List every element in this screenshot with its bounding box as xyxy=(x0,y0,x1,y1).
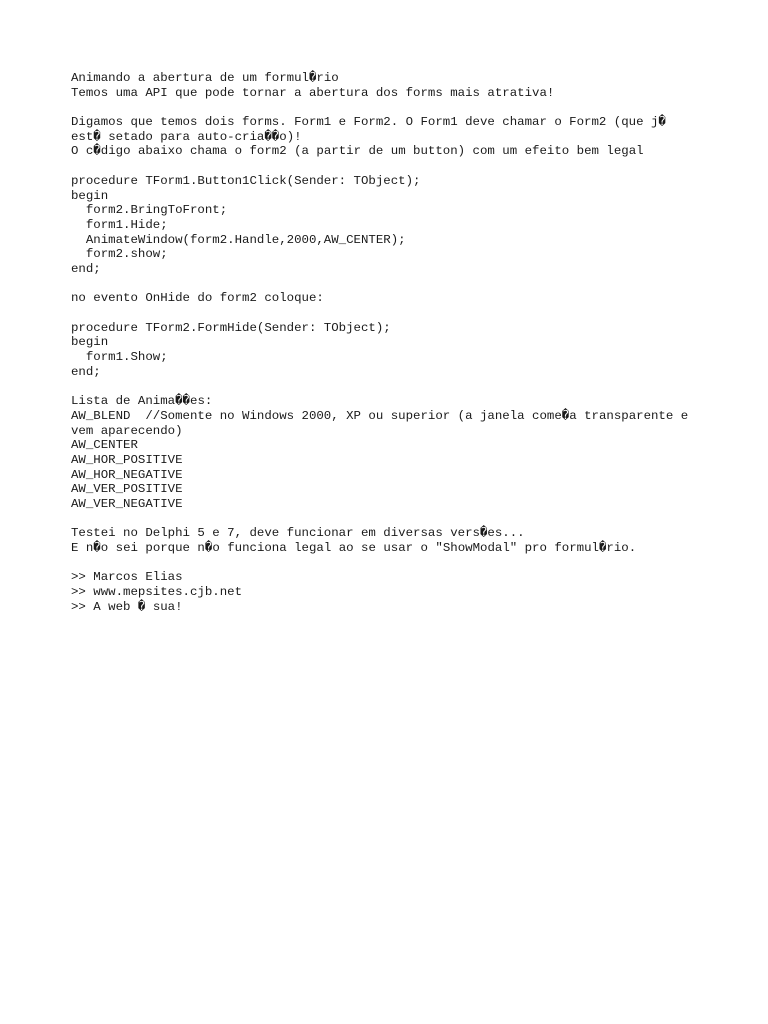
spacer xyxy=(71,379,711,394)
list-item: AW_HOR_NEGATIVE xyxy=(71,467,183,482)
code-line: form1.Hide; xyxy=(71,217,168,232)
spacer xyxy=(71,306,711,321)
note-line: Testei no Delphi 5 e 7, deve funcionar em diversas vers�es... xyxy=(71,526,525,541)
spacer xyxy=(71,277,711,292)
signature-line: >> A web � sua! xyxy=(71,599,183,614)
list-item: AW_CENTER xyxy=(71,438,138,453)
paragraph-line: Digamos que temos dois forms. Form1 e Form2. O Form1 deve chamar o Form2 (que j� xyxy=(71,115,666,130)
note-line: E n�o sei porque n�o funciona legal ao se usar o "ShowModal" pro formul�rio. xyxy=(71,541,637,555)
code-line: begin xyxy=(71,335,109,350)
code-line: AnimateWindow(form2.Handle,2000,AW_CENTER); xyxy=(71,232,406,247)
signature-line: >> www.mepsites.cjb.net xyxy=(71,585,243,600)
code-line: end; xyxy=(71,261,101,276)
list-title: Lista de Anima��es: xyxy=(71,394,213,409)
code-line: begin xyxy=(71,188,109,203)
paragraph-line: O c�digo abaixo chama o form2 (a partir de um button) com um efeito bem legal xyxy=(71,144,644,159)
spacer xyxy=(71,159,711,174)
list-item: vem aparecendo) xyxy=(71,423,183,438)
list-item: AW_VER_NEGATIVE xyxy=(71,496,183,511)
document-body xyxy=(71,71,711,614)
list-item: AW_VER_POSITIVE xyxy=(71,482,183,497)
onhide-text: no evento OnHide do form2 coloque: xyxy=(71,291,324,306)
code-line: form1.Show; xyxy=(71,350,168,365)
code-line: end; xyxy=(71,364,101,379)
list-item: AW_BLEND //Somente no Windows 2000, XP ou superior (a janela come�a transparente e xyxy=(71,408,689,423)
spacer xyxy=(71,100,711,115)
spacer xyxy=(71,556,711,571)
list-item: AW_HOR_POSITIVE xyxy=(71,452,183,467)
code-line: form2.show; xyxy=(71,247,168,262)
document-title: Animando a abertura de um formul�rio xyxy=(71,71,339,85)
code-line: form2.BringToFront; xyxy=(71,203,228,218)
code-line: procedure TForm1.Button1Click(Sender: TObject); xyxy=(71,173,421,188)
signature-line: >> Marcos Elias xyxy=(71,570,183,585)
paragraph-line: est� setado para auto-cria��o)! xyxy=(71,129,302,144)
spacer xyxy=(71,512,711,527)
intro-text: Temos uma API que pode tornar a abertura dos forms mais atrativa! xyxy=(71,85,555,100)
code-line: procedure TForm2.FormHide(Sender: TObject); xyxy=(71,320,391,335)
